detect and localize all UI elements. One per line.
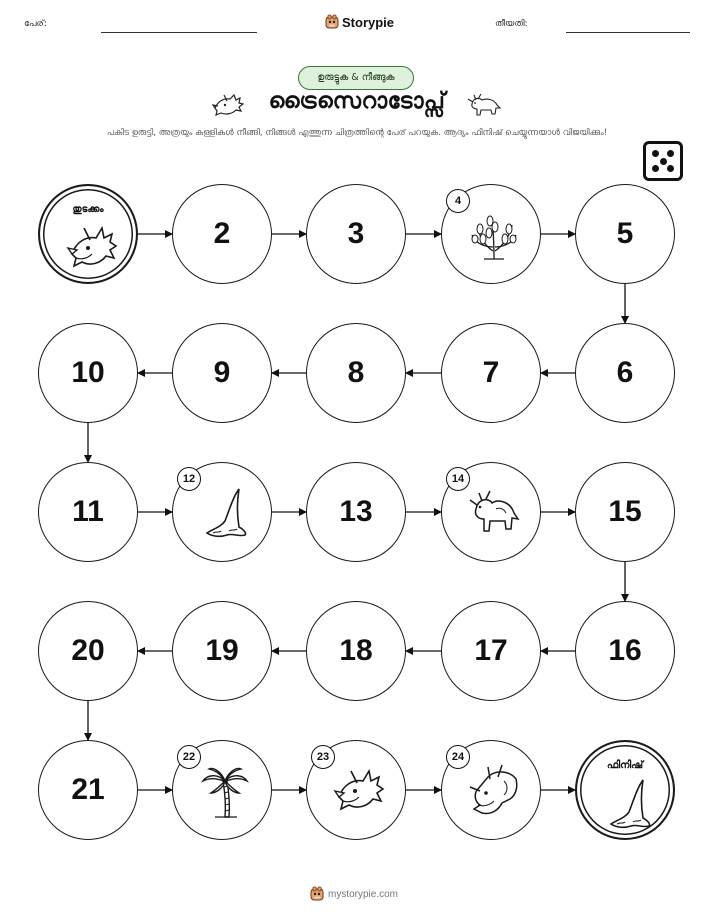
triceratops-head-icon bbox=[66, 220, 118, 276]
cell-number-badge: 14 bbox=[446, 467, 470, 491]
board-cell-24 bbox=[441, 740, 541, 840]
cell-number: 6 bbox=[616, 356, 634, 389]
cell-number-badge: 22 bbox=[177, 745, 201, 769]
footer-site: mystorypie.com bbox=[328, 888, 399, 900]
board-cell-2 bbox=[172, 184, 272, 284]
date-label: തീയതി: bbox=[495, 19, 528, 29]
triceratops-icon bbox=[468, 485, 520, 541]
cell-number-badge: 24 bbox=[446, 745, 470, 769]
board-cell-15 bbox=[575, 462, 675, 562]
board-cell-22 bbox=[172, 740, 272, 840]
horn-icon bbox=[199, 485, 251, 541]
palm-tree-icon bbox=[199, 763, 251, 819]
board-cell-11 bbox=[38, 462, 138, 562]
board-cell-17 bbox=[441, 601, 541, 701]
name-label: പേര്: bbox=[24, 19, 47, 29]
cell-number: 5 bbox=[616, 217, 634, 250]
board-cell-13 bbox=[306, 462, 406, 562]
cell-number: 17 bbox=[474, 634, 508, 667]
brand-name: Storypie bbox=[342, 14, 395, 30]
board-cell-14 bbox=[441, 462, 541, 562]
board-cell-20 bbox=[38, 601, 138, 701]
cell-number: 13 bbox=[339, 495, 373, 528]
cell-number: 3 bbox=[347, 217, 365, 250]
board-cell-1 bbox=[38, 184, 138, 284]
footer bbox=[310, 886, 398, 902]
cell-number: 18 bbox=[339, 634, 373, 667]
cell-number: 20 bbox=[71, 634, 105, 667]
board-cell-5 bbox=[575, 184, 675, 284]
activity-badge: ഉരുട്ടുക & നീങ്ങുക bbox=[298, 66, 414, 90]
cell-number: 9 bbox=[213, 356, 231, 389]
cell-number-badge: 23 bbox=[311, 745, 335, 769]
board-cell-6 bbox=[575, 323, 675, 423]
board-cell-16 bbox=[575, 601, 675, 701]
horn-icon bbox=[603, 776, 655, 832]
cell-number: 15 bbox=[608, 495, 642, 528]
cell-number: 10 bbox=[71, 356, 105, 389]
fern-plant-icon bbox=[468, 207, 520, 263]
instructions: പകിട ഉരുട്ടി, അത്രയും കള്ളികൾ നീങ്ങി, നിങ്ങൾ എത്തുന്ന ചിത്രത്തിന്റെ പേര് പറയുക. ആദ്യം ഫിനിഷ് ചെയ്യുന്നയാൾ വിജയിക്കും! bbox=[106, 128, 608, 138]
triceratops-face-icon bbox=[468, 763, 520, 819]
board-cell-7 bbox=[441, 323, 541, 423]
cell-number: 11 bbox=[72, 495, 104, 528]
board-cell-10 bbox=[38, 323, 138, 423]
mascot-icon bbox=[310, 886, 324, 902]
cell-number: 8 bbox=[347, 356, 365, 389]
board-cell-25 bbox=[575, 740, 675, 840]
board-cell-4 bbox=[441, 184, 541, 284]
cell-number: 16 bbox=[608, 634, 642, 667]
cell-number-badge: 4 bbox=[446, 189, 470, 213]
cell-number: 2 bbox=[213, 217, 231, 250]
board-cell-3 bbox=[306, 184, 406, 284]
triceratops-head-icon bbox=[333, 763, 385, 819]
board-cell-9 bbox=[172, 323, 272, 423]
board-cell-21 bbox=[38, 740, 138, 840]
cell-number: 7 bbox=[482, 356, 500, 389]
game-title: ട്രൈസെറാടോപ്സ് bbox=[268, 89, 446, 114]
board-cell-12 bbox=[172, 462, 272, 562]
start-label: തുടക്കം bbox=[72, 204, 104, 215]
cell-number: 19 bbox=[205, 634, 239, 667]
board-cell-18 bbox=[306, 601, 406, 701]
board-cell-19 bbox=[172, 601, 272, 701]
cell-number: 21 bbox=[71, 773, 105, 806]
cell-number-badge: 12 bbox=[177, 467, 201, 491]
finish-label: ഫിനിഷ് bbox=[606, 760, 644, 771]
board-cell-8 bbox=[306, 323, 406, 423]
board-cell-23 bbox=[306, 740, 406, 840]
